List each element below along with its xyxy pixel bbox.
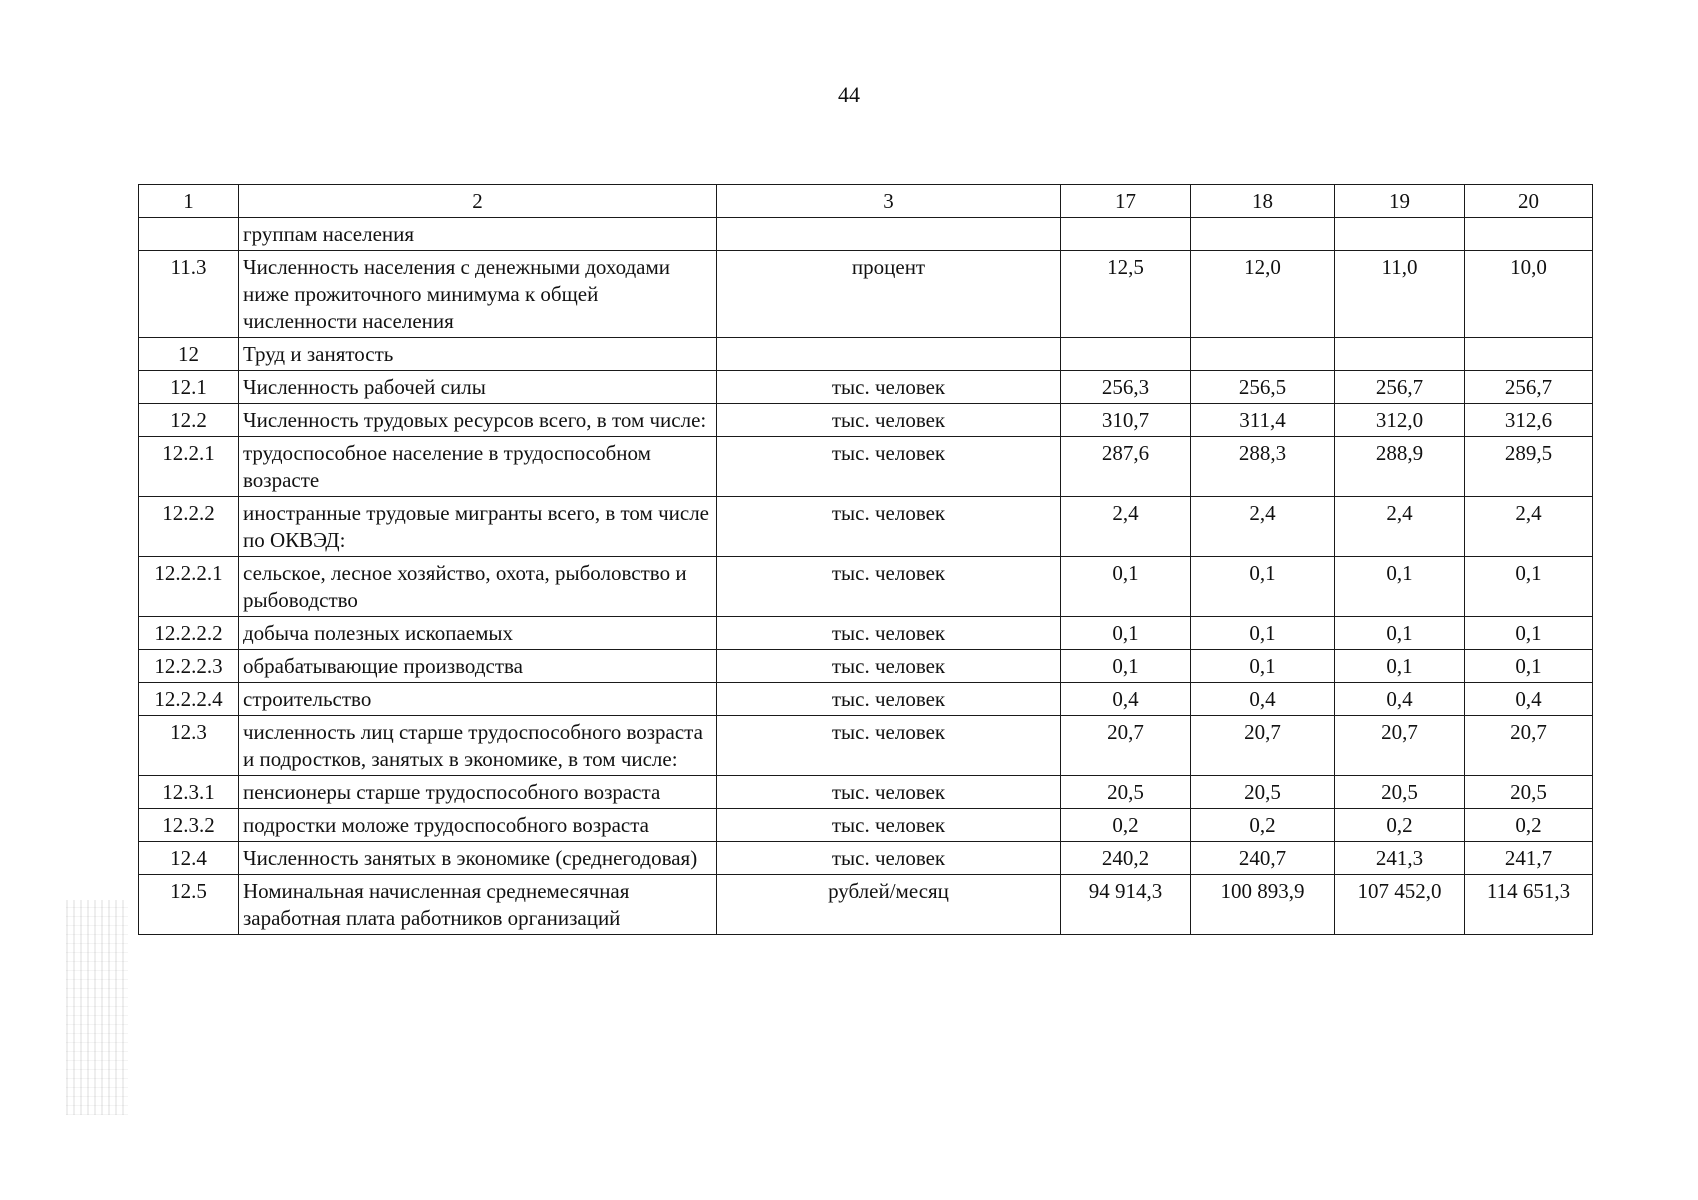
row-value-cell: 0,1 (1335, 617, 1465, 650)
page-number: 44 (838, 82, 860, 107)
table-row (139, 437, 1593, 497)
row-name-cell: сельское, лесное хозяйство, охота, рыболовство и рыбоводство (239, 557, 717, 617)
header-cell: 19 (1335, 185, 1465, 218)
row-name-cell: Численность рабочей силы (239, 371, 717, 404)
row-value-cell: 0,4 (1465, 683, 1593, 716)
row-value-cell: 2,4 (1191, 497, 1335, 557)
row-value-cell: 288,9 (1335, 437, 1465, 497)
table-row (139, 875, 1593, 935)
row-name-cell: подростки моложе трудоспособного возраста (239, 809, 717, 842)
row-code-cell: 12.2.2 (139, 497, 239, 557)
header-cell: 18 (1191, 185, 1335, 218)
row-value-cell: 20,7 (1061, 716, 1191, 776)
row-value-cell: 0,1 (1061, 650, 1191, 683)
table-row (139, 371, 1593, 404)
header-cell: 3 (717, 185, 1061, 218)
row-value-cell: 256,7 (1335, 371, 1465, 404)
row-unit-cell: тыс. человек (717, 404, 1061, 437)
row-code-cell: 12.5 (139, 875, 239, 935)
table-row (139, 497, 1593, 557)
row-code-cell: 12.3.2 (139, 809, 239, 842)
table-row (139, 338, 1593, 371)
row-value-cell: 11,0 (1335, 251, 1465, 338)
row-value-cell: 288,3 (1191, 437, 1335, 497)
row-value-cell: 241,7 (1465, 842, 1593, 875)
row-value-cell: 0,1 (1465, 650, 1593, 683)
row-value-cell: 312,6 (1465, 404, 1593, 437)
table-row (139, 557, 1593, 617)
table-row (139, 650, 1593, 683)
row-code-cell: 12.2.1 (139, 437, 239, 497)
header-cell: 1 (139, 185, 239, 218)
row-value-cell: 20,5 (1061, 776, 1191, 809)
row-unit-cell: тыс. человек (717, 776, 1061, 809)
row-value-cell: 0,2 (1061, 809, 1191, 842)
row-value-cell: 287,6 (1061, 437, 1191, 497)
row-value-cell: 20,7 (1191, 716, 1335, 776)
row-code-cell: 12.2.2.2 (139, 617, 239, 650)
table-row (139, 716, 1593, 776)
row-value-cell: 12,5 (1061, 251, 1191, 338)
row-value-cell (1335, 338, 1465, 371)
row-name-cell: Численность занятых в экономике (среднегодовая) (239, 842, 717, 875)
row-unit-cell: тыс. человек (717, 557, 1061, 617)
row-value-cell: 0,1 (1191, 557, 1335, 617)
row-unit-cell: тыс. человек (717, 497, 1061, 557)
row-value-cell: 20,7 (1335, 716, 1465, 776)
row-unit-cell: тыс. человек (717, 437, 1061, 497)
row-name-cell: трудоспособное население в трудоспособном возрасте (239, 437, 717, 497)
row-unit-cell (717, 338, 1061, 371)
row-value-cell: 0,1 (1465, 617, 1593, 650)
row-value-cell (1465, 218, 1593, 251)
row-value-cell (1465, 338, 1593, 371)
row-value-cell: 0,4 (1191, 683, 1335, 716)
row-value-cell: 94 914,3 (1061, 875, 1191, 935)
table-row (139, 404, 1593, 437)
row-name-cell: Труд и занятость (239, 338, 717, 371)
row-name-cell: Численность трудовых ресурсов всего, в том числе: (239, 404, 717, 437)
table-row (139, 218, 1593, 251)
row-value-cell: 12,0 (1191, 251, 1335, 338)
row-name-cell: Номинальная начисленная среднемесячная заработная плата работников организаций (239, 875, 717, 935)
indicators-table (138, 184, 1593, 935)
row-value-cell: 100 893,9 (1191, 875, 1335, 935)
table-row (139, 842, 1593, 875)
row-value-cell (1061, 338, 1191, 371)
row-value-cell: 0,1 (1191, 617, 1335, 650)
row-unit-cell: тыс. человек (717, 617, 1061, 650)
row-code-cell: 12.3.1 (139, 776, 239, 809)
row-unit-cell: процент (717, 251, 1061, 338)
row-value-cell: 0,2 (1335, 809, 1465, 842)
row-value-cell: 289,5 (1465, 437, 1593, 497)
row-name-cell: иностранные трудовые мигранты всего, в том числе по ОКВЭД: (239, 497, 717, 557)
row-value-cell: 256,7 (1465, 371, 1593, 404)
row-code-cell: 12.2.2.3 (139, 650, 239, 683)
row-value-cell: 10,0 (1465, 251, 1593, 338)
row-unit-cell: тыс. человек (717, 716, 1061, 776)
table-row (139, 683, 1593, 716)
scan-artifact (66, 900, 128, 1115)
row-value-cell (1191, 218, 1335, 251)
row-value-cell: 311,4 (1191, 404, 1335, 437)
row-value-cell: 20,5 (1465, 776, 1593, 809)
row-unit-cell (717, 218, 1061, 251)
row-name-cell: пенсионеры старше трудоспособного возраста (239, 776, 717, 809)
row-unit-cell: тыс. человек (717, 683, 1061, 716)
row-value-cell: 312,0 (1335, 404, 1465, 437)
row-code-cell: 12 (139, 338, 239, 371)
row-value-cell: 256,5 (1191, 371, 1335, 404)
row-code-cell: 12.1 (139, 371, 239, 404)
row-code-cell (139, 218, 239, 251)
row-value-cell: 0,1 (1061, 617, 1191, 650)
row-value-cell: 2,4 (1335, 497, 1465, 557)
table-row (139, 617, 1593, 650)
row-value-cell: 240,7 (1191, 842, 1335, 875)
row-value-cell: 0,1 (1335, 557, 1465, 617)
row-value-cell (1191, 338, 1335, 371)
row-value-cell: 114 651,3 (1465, 875, 1593, 935)
row-value-cell: 0,4 (1061, 683, 1191, 716)
row-value-cell: 0,1 (1191, 650, 1335, 683)
row-code-cell: 12.4 (139, 842, 239, 875)
row-name-cell: численность лиц старше трудоспособного возраста и подростков, занятых в экономике, в том числе: (239, 716, 717, 776)
header-cell: 17 (1061, 185, 1191, 218)
row-value-cell: 2,4 (1465, 497, 1593, 557)
table-row (139, 251, 1593, 338)
row-code-cell: 12.3 (139, 716, 239, 776)
row-unit-cell: тыс. человек (717, 842, 1061, 875)
row-code-cell: 12.2.2.1 (139, 557, 239, 617)
row-code-cell: 12.2.2.4 (139, 683, 239, 716)
row-unit-cell: тыс. человек (717, 809, 1061, 842)
table-header-row (139, 185, 1593, 218)
row-name-cell: обрабатывающие производства (239, 650, 717, 683)
row-value-cell: 310,7 (1061, 404, 1191, 437)
row-name-cell: Численность населения с денежными доходами ниже прожиточного минимума к общей численности населения (239, 251, 717, 338)
row-value-cell: 107 452,0 (1335, 875, 1465, 935)
row-value-cell: 20,5 (1335, 776, 1465, 809)
row-name-cell: добыча полезных ископаемых (239, 617, 717, 650)
header-cell: 2 (239, 185, 717, 218)
row-value-cell: 256,3 (1061, 371, 1191, 404)
row-value-cell: 0,2 (1191, 809, 1335, 842)
row-name-cell: группам населения (239, 218, 717, 251)
row-value-cell (1061, 218, 1191, 251)
row-unit-cell: тыс. человек (717, 371, 1061, 404)
row-value-cell: 2,4 (1061, 497, 1191, 557)
row-unit-cell: рублей/месяц (717, 875, 1061, 935)
table-row (139, 809, 1593, 842)
row-value-cell (1335, 218, 1465, 251)
row-value-cell: 0,1 (1465, 557, 1593, 617)
row-code-cell: 11.3 (139, 251, 239, 338)
row-unit-cell: тыс. человек (717, 650, 1061, 683)
row-value-cell: 0,1 (1335, 650, 1465, 683)
row-value-cell: 20,5 (1191, 776, 1335, 809)
row-code-cell: 12.2 (139, 404, 239, 437)
header-cell: 20 (1465, 185, 1593, 218)
row-value-cell: 240,2 (1061, 842, 1191, 875)
row-value-cell: 0,2 (1465, 809, 1593, 842)
row-value-cell: 0,1 (1061, 557, 1191, 617)
row-value-cell: 241,3 (1335, 842, 1465, 875)
row-value-cell: 0,4 (1335, 683, 1465, 716)
row-value-cell: 20,7 (1465, 716, 1593, 776)
table-row (139, 776, 1593, 809)
row-name-cell: строительство (239, 683, 717, 716)
